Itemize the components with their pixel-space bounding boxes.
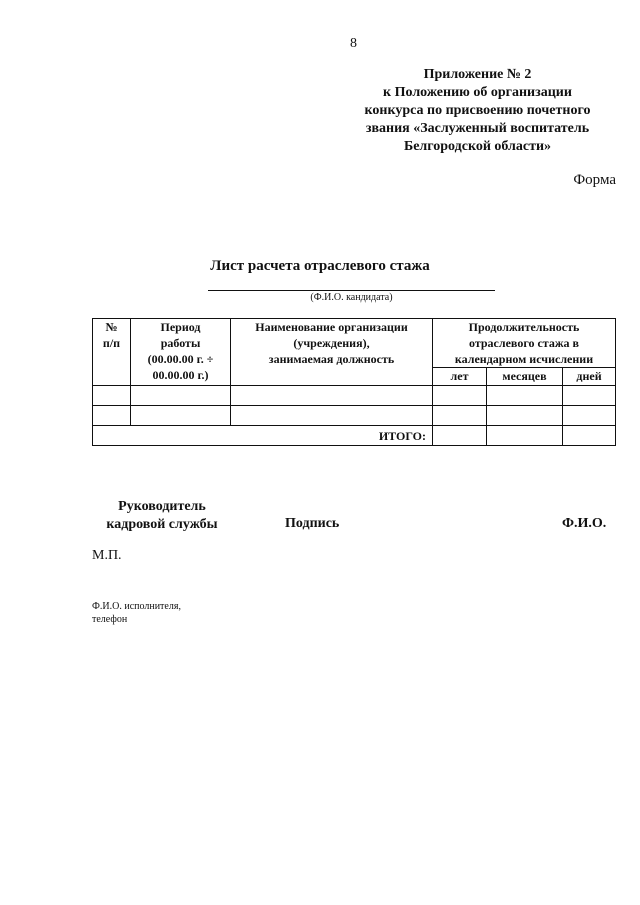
total-months[interactable] (487, 426, 563, 446)
header-months: месяцев (487, 368, 563, 386)
table-row (93, 406, 616, 426)
seniority-table (92, 318, 616, 446)
appendix-line: Белгородской области» (403, 139, 552, 154)
candidate-name-line (208, 290, 495, 291)
stamp-place: М.П. (92, 548, 122, 563)
cell-number[interactable] (93, 386, 131, 406)
fio-label: Ф.И.О. (562, 516, 607, 531)
cell-years[interactable] (433, 406, 487, 426)
appendix-line: к Положению об организации (383, 85, 572, 100)
cell-number[interactable] (93, 406, 131, 426)
cell-days[interactable] (563, 386, 616, 406)
appendix-line: Приложение № 2 (423, 67, 532, 82)
form-label: Форма (573, 172, 616, 188)
header-period: Период работы (00.00.00 г. ÷ 00.00.00 г.) (131, 319, 231, 386)
header-days: дней (563, 368, 616, 386)
candidate-name-caption: (Ф.И.О. кандидата) (310, 292, 393, 303)
cell-period[interactable] (131, 386, 231, 406)
cell-days[interactable] (563, 406, 616, 426)
header-duration: Продолжительность отраслевого стажа в календарном исчислении (433, 319, 616, 368)
appendix-line: конкурса по присвоению почетного (364, 103, 591, 118)
cell-organization[interactable] (231, 386, 433, 406)
header-organization: Наименование организации (учреждения), занимаемая должность (231, 319, 433, 386)
cell-months[interactable] (487, 406, 563, 426)
cell-organization[interactable] (231, 406, 433, 426)
cell-years[interactable] (433, 386, 487, 406)
appendix-line: звания «Заслуженный воспитатель (365, 121, 590, 136)
total-days[interactable] (563, 426, 616, 446)
total-years[interactable] (433, 426, 487, 446)
appendix-header (340, 66, 615, 156)
total-label: ИТОГО: (93, 426, 433, 446)
header-years: лет (433, 368, 487, 386)
head-of-hr-label: Руководитель кадровой службы (106, 499, 218, 532)
signature-label: Подпись (285, 516, 340, 531)
cell-period[interactable] (131, 406, 231, 426)
page-number: 8 (350, 36, 357, 51)
document-title: Лист расчета отраслевого стажа (210, 258, 430, 274)
total-row (93, 426, 616, 446)
executor-info: Ф.И.О. исполнителя, телефон (92, 601, 181, 625)
header-number: № п/п (93, 319, 131, 386)
cell-months[interactable] (487, 386, 563, 406)
table-row (93, 386, 616, 406)
